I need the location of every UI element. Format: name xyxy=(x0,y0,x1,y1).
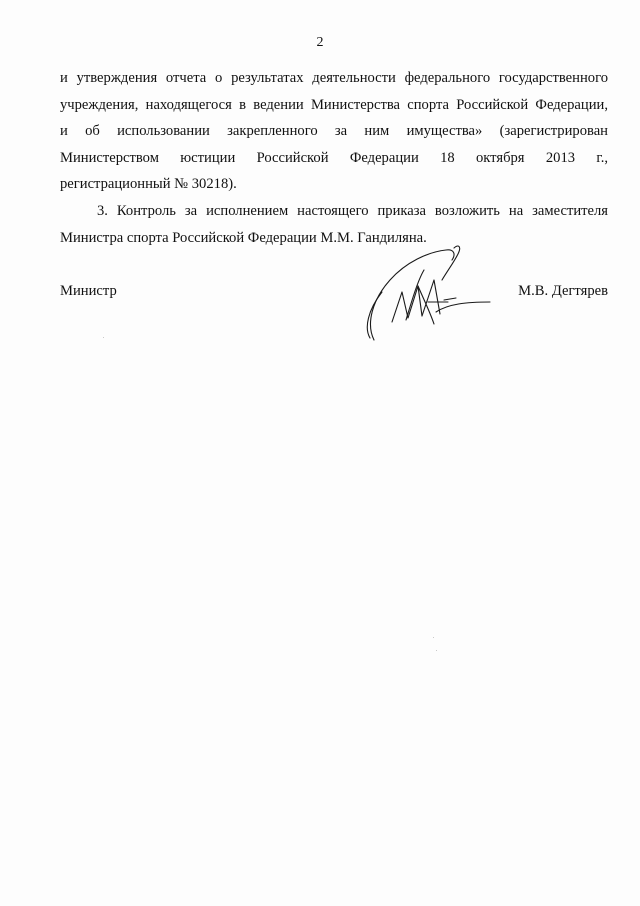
signatory-position: Министр xyxy=(60,283,117,299)
scan-speck xyxy=(433,637,434,638)
paragraph-continuation xyxy=(60,65,608,198)
paragraph-line: регистрационный № 30218). xyxy=(60,176,237,193)
scan-speck xyxy=(103,337,104,338)
handwritten-signature xyxy=(362,240,494,350)
paragraph-line: учреждения, находящегося в ведении Министерства спорта Российской Федерации, xyxy=(60,96,608,113)
paragraph-line: Министра спорта Российской Федерации М.М. Гандиляна. xyxy=(60,229,427,246)
paragraph-line: и об использовании закрепленного за ним имущества» (зарегистрирован xyxy=(60,123,608,140)
document-body xyxy=(60,65,608,251)
paragraph-line: 3. Контроль за исполнением настоящего приказа возложить на заместителя xyxy=(97,202,608,219)
page-number: 2 xyxy=(316,35,324,50)
paragraph-item-3 xyxy=(60,198,608,251)
paragraph-line: и утверждения отчета о результатах деятельности федерального государственного xyxy=(60,70,608,86)
paragraph-line: Министерством юстиции Российской Федерации 18 октября 2013 г., xyxy=(60,149,608,166)
signatory-name: М.В. Дегтярев xyxy=(518,283,608,299)
scan-speck xyxy=(436,650,437,651)
